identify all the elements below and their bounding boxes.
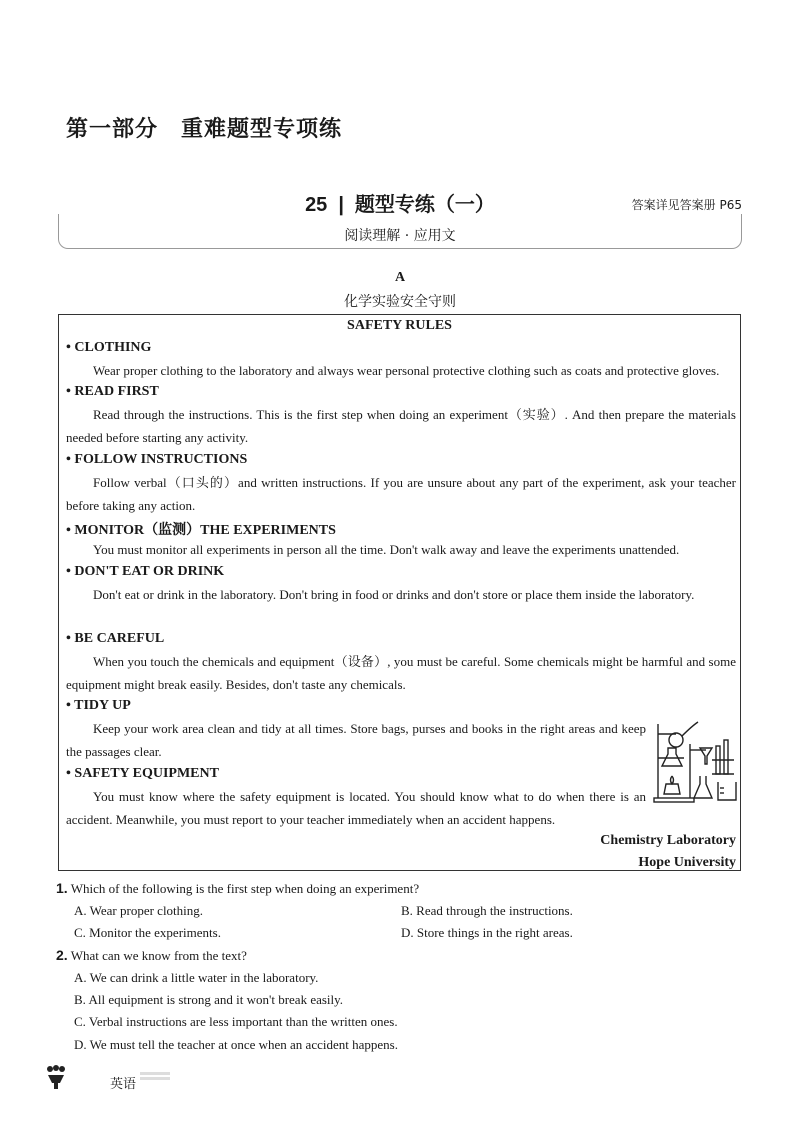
- section-body: Don't eat or drink in the laboratory. Don't bring in food or drinks and don't store or place them inside the laboratory.: [93, 587, 695, 602]
- question-text: Which of the following is the first step when doing an experiment?: [70, 881, 420, 896]
- section-banner-label: 阅读理解 · 应用文: [344, 228, 456, 244]
- footer-subject: 英语: [110, 1077, 137, 1092]
- answer-option[interactable]: A. Wear proper clothing.: [74, 903, 204, 918]
- rules-box-title: SAFETY RULES: [347, 318, 452, 333]
- question-stem: [56, 880, 419, 897]
- answer-option[interactable]: C. Verbal instructions are less important than the written ones.: [74, 1014, 398, 1029]
- section-body: Read through the instructions. This is the first step when doing an experiment（实验）. And then prepare the materials needed before starting any activity.: [66, 407, 736, 445]
- section-heading: • BE CAREFUL: [66, 631, 165, 646]
- answer-option[interactable]: D. Store things in the right areas.: [401, 925, 573, 940]
- publisher-logo-icon: [44, 1063, 68, 1091]
- section-body: Wear proper clothing to the laboratory and always wear personal protective clothing such as coats and protective gloves.: [93, 363, 720, 378]
- section-heading: • READ FIRST: [66, 384, 159, 399]
- section-heading: • FOLLOW INSTRUCTIONS: [66, 452, 248, 467]
- passage-letter: A: [394, 270, 406, 285]
- question-text: What can we know from the text?: [70, 948, 247, 963]
- section-body: Follow verbal（口头的）and written instructions. If you are unsure about any part of the experiment, ask your teacher before taking any action.: [66, 475, 736, 513]
- section-body: You must know where the safety equipment is located. You should know what to do when there is an accident. Meanwhile, you must report to your teacher immediately when an accident happens.: [66, 789, 646, 827]
- lesson-name: 题型专练（一）: [354, 192, 495, 216]
- passage-title: 化学实验安全守则: [344, 294, 456, 310]
- question-stem: [56, 947, 247, 964]
- answer-option[interactable]: C. Monitor the experiments.: [74, 925, 221, 940]
- answer-option[interactable]: B. Read through the instructions.: [401, 903, 573, 918]
- part-title: 第一部分 重难题型专项练: [66, 117, 343, 142]
- question-number: 2.: [56, 947, 68, 963]
- section-heading: • TIDY UP: [66, 698, 131, 713]
- signature-line-2: Hope University: [638, 855, 736, 870]
- section-heading: • MONITOR（监测）THE EXPERIMENTS: [66, 523, 336, 538]
- section-body: When you touch the chemicals and equipment（设备）, you must be careful. Some chemicals might be harmful and some equipment might break easily. Besides, don't taste any chemicals.: [66, 654, 736, 692]
- answer-option[interactable]: D. We must tell the teacher at once when an accident happens.: [74, 1037, 398, 1052]
- lesson-number: 25: [305, 194, 328, 216]
- answer-reference: 答案详见答案册 P65: [631, 198, 742, 212]
- lesson-separator: |: [338, 194, 344, 216]
- signature-line-1: Chemistry Laboratory: [600, 833, 736, 848]
- section-body: Keep your work area clean and tidy at all times. Store bags, purses and books in the right areas and keep the passages clear.: [66, 721, 646, 759]
- section-heading: • SAFETY EQUIPMENT: [66, 766, 219, 781]
- question-number: 1.: [56, 880, 68, 896]
- section-body: You must monitor all experiments in person all the time. Don't walk away and leave the experiments unattended.: [93, 542, 680, 557]
- section-heading: • CLOTHING: [66, 340, 152, 355]
- footer-watermark: [140, 1072, 170, 1080]
- section-heading: • DON'T EAT OR DRINK: [66, 564, 225, 579]
- answer-option[interactable]: B. All equipment is strong and it won't break easily.: [74, 992, 344, 1007]
- answer-option[interactable]: A. We can drink a little water in the laboratory.: [74, 970, 319, 985]
- lab-equipment-illustration: [650, 714, 742, 806]
